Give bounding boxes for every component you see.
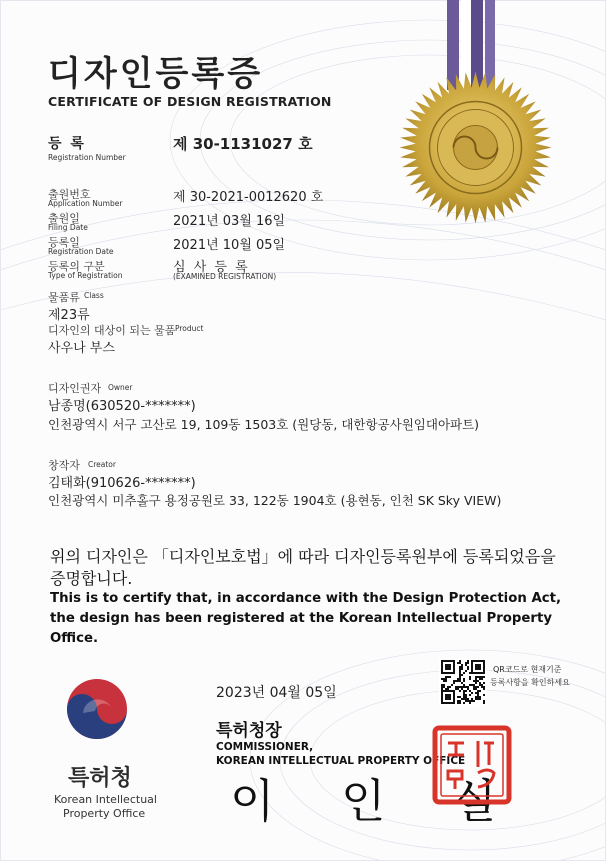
- statement-en: This is to certify that, in accordance with the Design Protection Act, the design has been registered at the Korean Intellectual Property Office.: [50, 591, 562, 646]
- owner-name: 남종명(630520-*******): [48, 399, 196, 414]
- reg-date-label-en: Registration Date: [48, 247, 114, 256]
- creator-address: 인천광역시 미추홀구 용정공원로 33, 122동 1904호 (용현동, 인천 SK Sky VIEW): [48, 493, 502, 508]
- reg-type-label-ko: 등록의 구분: [48, 260, 105, 273]
- qr-code-icon[interactable]: [439, 658, 487, 706]
- statement-ko: 위의 디자인은 「디자인보호법」에 따라 디자인등록원부에 등록되었음을 증명합니다.: [50, 547, 556, 588]
- qr-caption-1: QR코드로 현재기준: [493, 665, 562, 674]
- class-label-ko: 물품류: [48, 291, 80, 304]
- certificate-title-en: CERTIFICATE OF DESIGN REGISTRATION: [48, 94, 332, 109]
- application-label-ko: 출원번호: [48, 188, 91, 201]
- product-label-en: Product: [175, 324, 204, 333]
- qr-caption-2: 등록사항을 확인하세요: [490, 678, 570, 687]
- kipo-name-en-2: Property Office: [63, 807, 146, 820]
- product-label-ko: 디자인의 대상이 되는 물품: [48, 324, 176, 337]
- registration-type: 심 사 등 록: [173, 260, 250, 275]
- registration-number: 제 30-1131027 호: [173, 135, 313, 153]
- filing-label-en: Filing Date: [48, 223, 88, 232]
- kipo-name-ko: 특허청: [68, 766, 132, 791]
- official-seal-stamp: [432, 725, 512, 805]
- reg-type-label-en: Type of Registration: [48, 271, 123, 280]
- application-label-en: Application Number: [48, 199, 123, 208]
- reg-date-label-ko: 등록일: [48, 236, 80, 249]
- creator-label-en: Creator: [88, 460, 116, 469]
- registration-date: 2021년 10월 05일: [173, 238, 286, 253]
- commissioner-line-2: KOREAN INTELLECTUAL PROPERTY OFFICE: [216, 755, 466, 767]
- creator-label-ko: 창작자: [48, 459, 80, 472]
- kipo-logo-icon: [65, 677, 129, 741]
- design-class: 제23류: [48, 308, 90, 323]
- application-number: 제 30-2021-0012620 호: [173, 190, 324, 205]
- commissioner-line-1: COMMISSIONER,: [216, 741, 314, 753]
- class-label-en: Class: [84, 291, 104, 300]
- owner-label-en: Owner: [108, 383, 133, 392]
- issue-date: 2023년 04월 05일: [216, 685, 337, 701]
- owner-address: 인천광역시 서구 고산로 19, 109동 1503호 (원당동, 대한항공사원임대아파트): [48, 417, 480, 432]
- owner-label-ko: 디자인권자: [48, 382, 102, 395]
- creator-name: 김태화(910626-*******): [48, 476, 196, 491]
- commissioner-title-ko: 특허청장: [216, 721, 282, 741]
- registration-label-ko: 등 록: [48, 136, 86, 152]
- registration-type-en: (EXAMINED REGISTRATION): [173, 272, 277, 281]
- product-name: 사우나 부스: [48, 341, 115, 356]
- kipo-name-en-1: Korean Intellectual: [54, 793, 157, 806]
- registration-label-en: Registration Number: [48, 153, 126, 162]
- filing-date: 2021년 03월 16일: [173, 214, 286, 229]
- certificate-title-ko: 디자인등록증: [48, 54, 264, 94]
- gold-seal: [398, 70, 553, 225]
- commissioner-signature: 이 인 실: [230, 774, 523, 828]
- filing-label-ko: 출원일: [48, 212, 80, 225]
